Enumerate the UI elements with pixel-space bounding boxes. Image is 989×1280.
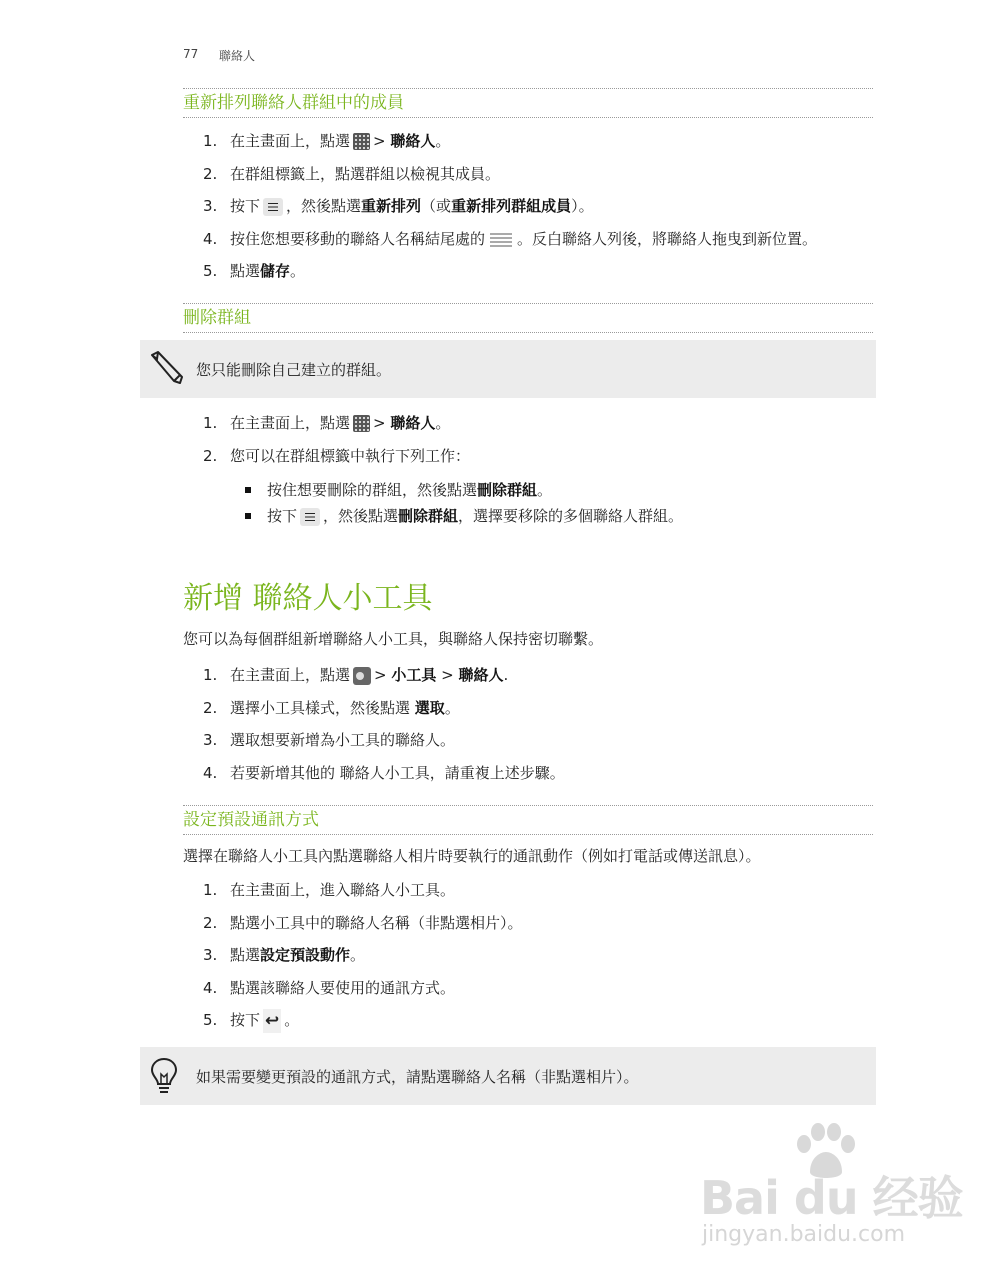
page-number: 77 [183, 47, 199, 61]
tip-box [140, 1047, 876, 1105]
note-text: 您只能刪除自己建立的群組。 [196, 361, 392, 379]
pencil-icon [148, 349, 184, 385]
back-icon: ↩ [265, 1010, 280, 1031]
intro-paragraph: 選擇在聯絡人小工具內點選聯絡人相片時要執行的通訊動作（例如打電話或傳送訊息）。 [183, 847, 761, 865]
intro-paragraph: 您可以為每個群組新增聯絡人小工具，與聯絡人保持密切聯繫。 [183, 630, 604, 648]
baidu-watermark [700, 1122, 963, 1252]
section-title-default-action: 設定預設通訊方式 [183, 805, 873, 835]
note-box [140, 340, 876, 398]
widgets-icon [353, 667, 371, 685]
all-apps-icon [353, 415, 370, 432]
section-title-delete-group: 刪除群組 [183, 303, 873, 333]
watermark-url: jingyan.baidu.com [702, 1222, 906, 1247]
lightbulb-icon [150, 1057, 178, 1095]
chapter-title: 聯絡人 [219, 49, 256, 63]
menu-icon [300, 508, 320, 526]
chapter-heading-add-widget: 新增 聯絡人小工具 [183, 581, 433, 616]
menu-icon [263, 198, 283, 216]
drag-handle-icon [488, 230, 514, 248]
watermark-brand: Bai du 经验 [700, 1171, 963, 1225]
section-title-reorder: 重新排列聯絡人群組中的成員 [183, 88, 873, 118]
all-apps-icon [353, 133, 370, 150]
tip-text: 如果需要變更預設的通訊方式，請點選聯絡人名稱（非點選相片）。 [196, 1068, 639, 1086]
